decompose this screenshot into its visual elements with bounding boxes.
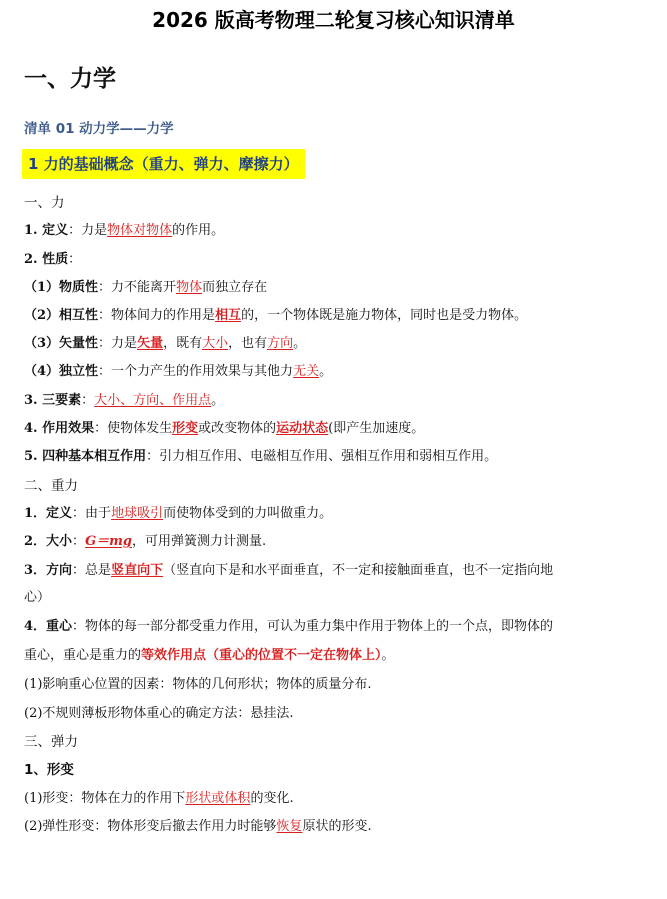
chapter-heading: 一、力学 xyxy=(24,66,116,92)
force-vector xyxy=(24,335,306,353)
label: 4. 作用效果 xyxy=(24,421,95,436)
text: 或改变物体的 xyxy=(198,421,277,436)
document-title: 2026 版高考物理二轮复习核心知识清单 xyxy=(152,8,515,32)
force-effect xyxy=(24,420,424,438)
section-heading-gravity: 二、重力 xyxy=(24,478,78,494)
gravity-method: (2)不规则薄板形物体重心的确定方法：悬挂法. xyxy=(24,706,294,721)
key-term: 物体 xyxy=(176,280,203,295)
key-term: 大小 xyxy=(202,336,229,351)
key-term: 矢量 xyxy=(137,336,164,351)
text: (2)弹性形变：物体形变后撤去作用力时能够 xyxy=(24,819,277,834)
text: (1)形变：物体在力的作用下 xyxy=(24,791,186,806)
text: ： xyxy=(72,534,86,549)
text: 的作用。 xyxy=(172,223,225,238)
label: 3．方向 xyxy=(24,563,73,578)
key-term: 等效作用点 xyxy=(141,648,207,663)
gravity-size xyxy=(24,533,266,551)
gravity-definition xyxy=(24,505,332,523)
text: （竖直向下是和水平面垂直，不一定和接触面垂直，也不一定指向地 xyxy=(163,563,554,578)
text: 。 xyxy=(319,364,333,379)
key-term: 地球吸引 xyxy=(111,506,164,521)
deformation-definition xyxy=(24,790,294,808)
key-term: 物体对物体 xyxy=(107,223,173,238)
label: （1）物质性 xyxy=(24,280,99,295)
gravity-center xyxy=(24,618,553,636)
text: 而使物体受到的力叫做重力。 xyxy=(163,506,333,521)
force-material xyxy=(24,279,267,297)
elastic-deformation-definition xyxy=(24,818,372,836)
key-term: 竖直向下 xyxy=(111,563,164,578)
list-heading: 清单 01 动力学——力学 xyxy=(24,121,174,137)
key-term: 大小、方向、作用点 xyxy=(94,393,212,408)
text: ：力不能离开 xyxy=(98,280,177,295)
text: ，可用弹簧测力计测量. xyxy=(132,534,267,549)
label: 4．重心 xyxy=(24,619,73,634)
key-term: 恢复 xyxy=(276,819,303,834)
text: ： xyxy=(81,393,95,408)
text: 原状的形变. xyxy=(302,819,372,834)
text: 而独立存在 xyxy=(202,280,268,295)
key-term: 形状或体积 xyxy=(185,791,251,806)
label: 2．大小 xyxy=(24,534,73,549)
label: 3. 三要素 xyxy=(24,393,82,408)
force-independence xyxy=(24,363,332,381)
label: 2. 性质 xyxy=(24,252,69,267)
text: 。 xyxy=(381,648,395,663)
text: ：物体间力的作用是 xyxy=(98,308,216,323)
text: ：力是 xyxy=(98,336,138,351)
label: （4）独立性 xyxy=(24,364,99,379)
gravity-direction-cont: 心） xyxy=(24,590,51,605)
text: 的变化. xyxy=(250,791,294,806)
key-term: 方向 xyxy=(267,336,294,351)
gravity-center-cont xyxy=(24,647,395,665)
formula: G＝mg xyxy=(85,534,133,549)
subsection-deformation: 1、形变 xyxy=(24,762,74,778)
gravity-direction xyxy=(24,562,553,580)
text: ：引力相互作用、电磁相互作用、强相互作用和弱相互作用。 xyxy=(146,449,498,464)
text: ：由于 xyxy=(72,506,112,521)
text: 。 xyxy=(211,393,225,408)
key-term: 无关 xyxy=(293,364,320,379)
key-term: 相互 xyxy=(215,308,242,323)
text: ，也有 xyxy=(228,336,268,351)
force-nature xyxy=(24,251,81,269)
label: （3）矢量性 xyxy=(24,336,99,351)
text: 的，一个物体既是施力物体，同时也是受力物体。 xyxy=(241,308,528,323)
label: 5. 四种基本相互作用 xyxy=(24,449,147,464)
text: ：力是 xyxy=(68,223,108,238)
text: 重心，重心是重力的 xyxy=(24,648,142,663)
section-heading-force: 一、力 xyxy=(24,195,65,211)
gravity-factors: (1)影响重心位置的因素：物体的几何形状；物体的质量分布. xyxy=(24,677,372,692)
force-three-elements xyxy=(24,392,224,410)
text: (即产生加速度。 xyxy=(328,421,425,436)
label: （2）相互性 xyxy=(24,308,99,323)
force-kinds xyxy=(24,448,497,466)
text: 。 xyxy=(293,336,307,351)
red-note: （重心的位置不一定在物体上） xyxy=(206,648,382,663)
topic-heading: 1 力的基础概念（重力、弹力、摩擦力） xyxy=(22,149,305,179)
force-definition xyxy=(24,222,224,240)
label: 1. 定义 xyxy=(24,223,69,238)
text: ：总是 xyxy=(72,563,112,578)
label: 1．定义 xyxy=(24,506,73,521)
text: ，既有 xyxy=(163,336,203,351)
text: ： xyxy=(68,252,82,267)
key-term: 形变 xyxy=(172,421,199,436)
text: ：一个力产生的作用效果与其他力 xyxy=(98,364,294,379)
key-term: 运动状态 xyxy=(276,421,329,436)
force-mutual xyxy=(24,307,527,325)
section-heading-elastic: 三、弹力 xyxy=(24,734,78,750)
text: ：使物体发生 xyxy=(94,421,173,436)
text: ：物体的每一部分都受重力作用，可认为重力集中作用于物体上的一个点，即物体的 xyxy=(72,619,554,634)
